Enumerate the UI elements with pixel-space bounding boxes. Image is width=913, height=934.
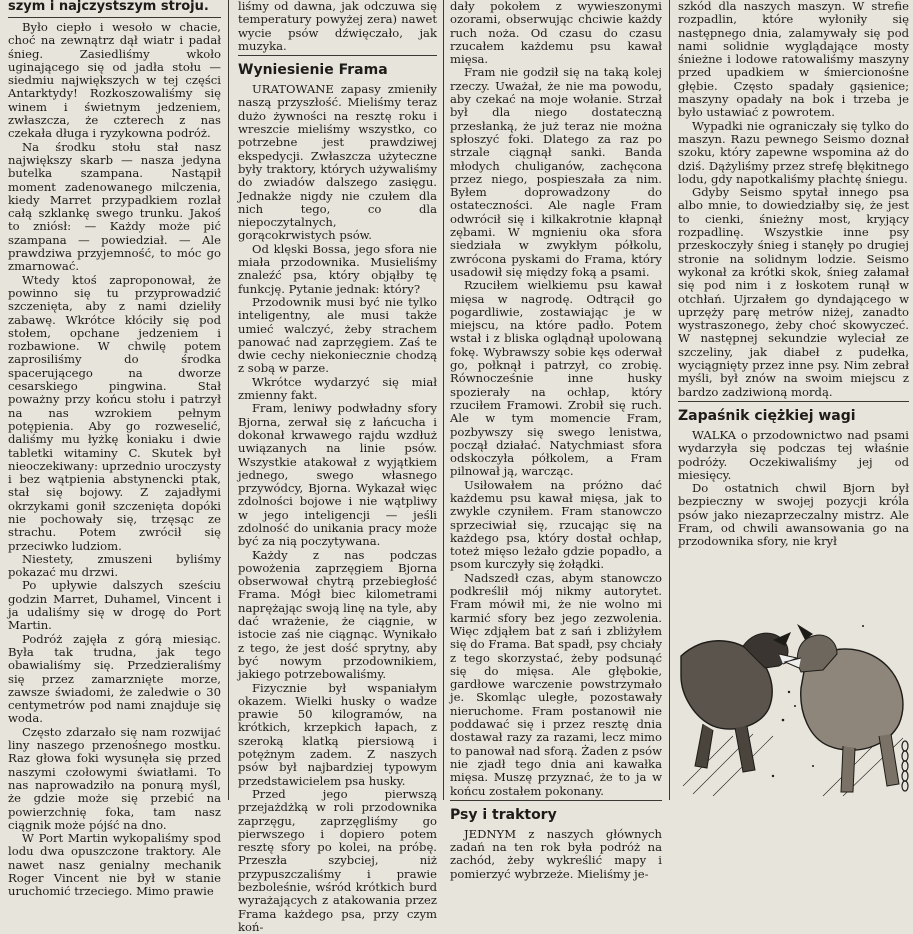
article-column-1 bbox=[0, 0, 224, 899]
article-column-3 bbox=[446, 0, 666, 881]
paragraph: URATOWANE zapasy zmieniły naszą przyszłość. Mieliśmy teraz dużo żywności na resztę roku i wreszcie mieliśmy wszystko, co potrzebne jest prawdziwej ekspedycji. Zwłaszcza użyteczne były traktory, których używaliśmy do zwiadów dalszego zasięgu. Jednakże nigdy nie czułem dla nich tego, co dla niepoczytalnych, gorącokrwistych psów. bbox=[238, 82, 437, 243]
column-rule bbox=[228, 0, 229, 800]
section-heading: Psy i traktory bbox=[450, 806, 557, 823]
paragraph: Wkrótce wydarzyć się miał zmienny fakt. bbox=[238, 374, 437, 403]
article-column-2 bbox=[232, 0, 440, 934]
paragraph: Podróż zajęła z górą miesiąc. Była tak trudna, jak tego obawialiśmy się. Przedzieraliśmy się przez zamarznięte morze, zawsze świadomi, że zaledwie o 30 centymetrów pod nami znajduje się woda. bbox=[8, 631, 221, 726]
paragraph: WALKA o przodownictwo nad psami wydarzyła się podczas tej właśnie podróży. Oczekiwaliśmy jej od miesięcy. bbox=[678, 427, 909, 482]
paragraph: Niestety, zmuszeni byliśmy pokazać mu drzwi. bbox=[8, 551, 221, 580]
paragraph: szkód dla naszych maszyn. W strefie rozpadlin, które wyłoniły się następnego dnia, zalamywały się pod nami solidnie wyglądające mosty śnieżne i lodowe ratowaliśmy maszyny przed upadkiem w śmiercionośne głębie. Często spadały gąsienice; maszyny opadały na bok i trzeba je było ustawiać z powrotem. bbox=[678, 0, 909, 120]
paragraph: Od klęski Bossa, jego sfora nie miała przodownika. Musieliśmy znaleźć psa, który objąłby tę funkcję. Pytanie jednak: który? bbox=[238, 241, 437, 296]
paragraph: Usiłowałem na próżno dać każdemu psu kawał mięsa, jak to zwykle czyniłem. Fram stanowczo sprzeciwiał się, rzucając się na każdego psa, który dostał ochłap, toteż mięso leżało gdzie popadło, a psom kurczyły się żołądki. bbox=[450, 477, 662, 572]
paragraph: Gdyby Seismo spytał innego psa albo mnie, to dowiedziałby się, że jest to cienki, śnieżny most, kryjący rozpadlinę. Wszystkie inne psy przeskoczyły śnieg i stanęły po drugiej stronie na solidnym lodzie. Seismo wykonał za krótki skok, śnieg załamał się pod nim i z łoskotem runął w otchłań. Ujrzałem go dyndającego w uprzęży parę metrów niżej, zanadto wystraszonego, żeby choć skowyczeć. W następnej sekundzie wyleciał ze szczeliny, jak diabeł z pudełka, wyciągnięty przez inne psy. Nim zebrał myśli, był znów na swoim miejscu z bardzo zadziwioną mordą. bbox=[678, 185, 909, 399]
paragraph: Przed jego pierwszą przejażdżką w roli przodownika zaprzęgu, zaprzęgliśmy go pierwszego i dopiero potem resztę sfory po kolei, na próbę. Przeszła szybciej, niż przypuszczaliśmy i prawie bezboleśnie, wśród krótkich burd wyrażających z atakowania przez Frama każdego psa, przy czym koń- bbox=[238, 786, 437, 934]
paragraph: Wypadki nie ograniczały się tylko do maszyn. Razu pewnego Seismo doznał szoku, który zapewne wspomina aż do dziś. Dążyliśmy przez strefę błękitnego lodu, gdy napotkaliśmy płachtę śniegu. bbox=[678, 118, 909, 186]
paragraph: Fizycznie był wspaniałym okazem. Wielki husky o wadze prawie 50 kilogramów, na krótkich, krzepkich łapach, z szeroką klatką piersiową i potężnym zadem. Z naszych psów był najbardziej typowym przedstawicielem psa husky. bbox=[238, 680, 437, 788]
paragraph: Po upływie dalszych sześciu godzin Marret, Duhamel, Vincent i ja udaliśmy się w drogę do Port Martin. bbox=[8, 578, 221, 633]
paragraph: Fram, leniwy podwładny sfory Bjorna, zerwał się z łańcucha i dokonał krwawego rajdu wzdłuż uwiązanych na linie psów. Wszystkie atakował z wyjątkiem jednego, swego własnego przywódcy, Bjorna. Wykazał więc zdolności bojowe i nie wątpliwy w jego inteligencji — jeśli zdolność do unikania pracy może być za nią poczytywana. bbox=[238, 401, 437, 549]
section-heading: Zapaśnik ciężkiej wagi bbox=[678, 407, 856, 424]
paragraph: Każdy z nas podczas powożenia zaprzęgiem Bjorna obserwował chytrą przebiegłość Frama. Mógł biec kilometrami naprężając swoją linę na tyle, aby dać wrażenie, że ciągnie, w istocie zaś nie ciągnąc. Wynikało z tego, że jest dość sprytny, aby być nowym przodownikiem, jakiego potrzebowaliśmy. bbox=[238, 547, 437, 682]
paragraph: Często zdarzało się nam rozwijać liny naszego przenośnego mostku. Raz głowa foki wysunęła się przed naszymi czołowymi światłami. To nas naprowadziło na ponurą myśl, że gdzie może się przebić na powierzchnię foka, tam nasz ciągnik może pójść na dno. bbox=[8, 724, 221, 832]
paragraph: liśmy od dawna, jak odczuwa się temperatury powyżej zera) nawet wycie psów dźwięczało, jak muzyka. bbox=[238, 0, 437, 53]
divider bbox=[678, 401, 909, 402]
paragraph: Na środku stołu stał nasz największy skarb — nasza jedyna butelka szampana. Nastąpił moment zadenowanego milczenia, kiedy Marret przypadkiem rozlał całą szklankę swego trunku. Jakoś to zniósł: — Każdy może pić szampana — powiedział. — Ale prawdziwa przyjemność, to móc go zmarnować. bbox=[8, 139, 221, 274]
paragraph: Nadszedł czas, abym stanowczo podkreślił mój nikmy autorytet. Fram mówił mi, że nie wolno mi karmić sfory bez jego zezwolenia. Więc zdjąłem bat z sań i zbliżyłem się do Frama. Bat spadł, psy chciały z tego skorzystać, żeby podsunąć się do mięsa. Ale głębokie, gardłowe warczenie powstrzymało je. Skomląc uległe, pozostawały nieruchome. Fram postanowił nie poddawać się i przez resztę dnia dostawał razy za razami, lecz mimo to panował nad sforą. Żaden z psów nie zjadł tego dnia ani kawałka mięsa. Muszę przyznać, że to ja w końcu zostałem pokonany. bbox=[450, 570, 662, 798]
divider bbox=[8, 17, 221, 18]
section-heading: Wyniesienie Frama bbox=[238, 62, 388, 79]
paragraph: W Port Martin wykopaliśmy spod lodu dwa opuszczone traktory. Ale nawet nasz genialny mechanik Roger Vincent nie był w stanie uruchomić trzeciego. Mimo prawie bbox=[8, 831, 221, 899]
divider bbox=[450, 800, 662, 801]
column-rule bbox=[443, 0, 444, 800]
paragraph: Wtedy ktoś zaproponował, że powinno się tu przyprowadzić szczenięta, aby z nami dzieliły zabawę. Wkrótce kłóciły się pod stołem, opchane jedzeniem i rozbawione. W chwilę potem zaprosiliśmy do środka spacerującego na dworze cesarskiego pingwina. Stał poważny przy końcu stołu i patrzył na nas wzrokiem pełnym potępienia. Aby go rozweselić, daliśmy mu łyżkę koniaku i dwie tabletki witaminy C. Skutek był nieoczekiwany: uprzednio uroczysty i bez wątpienia abstynencki ptak, stał się bojowy. Z zajadłymi okrzykami gonił szczenięta dopóki nie pochowały się, trzęsąc ze strachu. Potem zwrócił się przeciwko ludziom. bbox=[8, 272, 221, 553]
column-rule bbox=[669, 0, 670, 800]
paragraph: Rzuciłem wielkiemu psu kawał mięsa w nagrodę. Odtrącił go pogardliwie, zostawiając je w miejscu, na które padło. Potem wstał i z bliska oglądnął upolowaną fokę. Wybrawszy sobie kęs oderwał go, połknął i patrzył, co zrobię. Równocześnie inne husky spozierały na ochłap, który rzuciłem Framowi. Zrobił się ruch. Ale w tym momencie Fram, pozbywszy się swego lenistwa, począł działać. Natychmiast sfora odskoczyła półkolem, a Fram pilnował ją, warcząc. bbox=[450, 278, 662, 479]
paragraph: dały pokołem z wywieszonymi ozorami, obserwując chciwie każdy ruch noża. Od czasu do czasu rzucałem każdemu psu kawał mięsa. bbox=[450, 0, 662, 67]
paragraph: Fram nie godził się na taką kolej rzeczy. Uważał, że nie ma powodu, aby czekać na moje wołanie. Strzał był dla niego dostateczną przesłanką, że już teraz nie można spłoszyć foki. Dlatego za raz po strzale ciągnął sanki. Banda młodych chuliganów, zachęcona przez niego, pospieszała za nim. Byłem doprowadzony do ostateczności. Ale nagle Fram odwrócił się i kilkakrotnie kłapnął zębami. W mgnieniu oka sfora siedziała w zwykłym półkolu, zwrócona pyskami do Frama, który usadowił się między foką a psami. bbox=[450, 65, 662, 279]
dog-fight-illustration bbox=[673, 596, 913, 800]
paragraph: Przodownik musi być nie tylko inteligentny, ale musi także umieć walczyć, żeby strachem panować nad zaprzęgiem. Zaś te dwie cechy niekoniecznie chodzą z sobą w parze. bbox=[238, 294, 437, 376]
paragraph: Do ostatnich chwil Bjorn był bezpieczny w swojej pozycji króla psów jako niezaprzeczalny mistrz. Ale Fram, od chwili awansowania go na przodownika sfory, nie krył bbox=[678, 481, 909, 549]
paragraph: Było ciepło i wesoło w chacie, choć na zewnątrz dął wiatr i padał śnieg. Zasiedliśmy wkoło uginającego się od jadła stołu — siedmiu największych w tej części Antarktydy! Rozkoszowaliśmy się winem i świetnym jedzeniem, zwłaszcza, że czterech z nas czekała długa i ryzykowna podróż. bbox=[8, 20, 221, 141]
continued-line: szym i najczystszym stroju. bbox=[8, 0, 209, 14]
divider bbox=[238, 55, 437, 56]
paragraph: JEDNYM z naszych głównych zadań na ten rok była podróż na zachód, żeby wykreślić mapy i pomierzyć wybrzeże. Mieliśmy je- bbox=[450, 826, 662, 881]
